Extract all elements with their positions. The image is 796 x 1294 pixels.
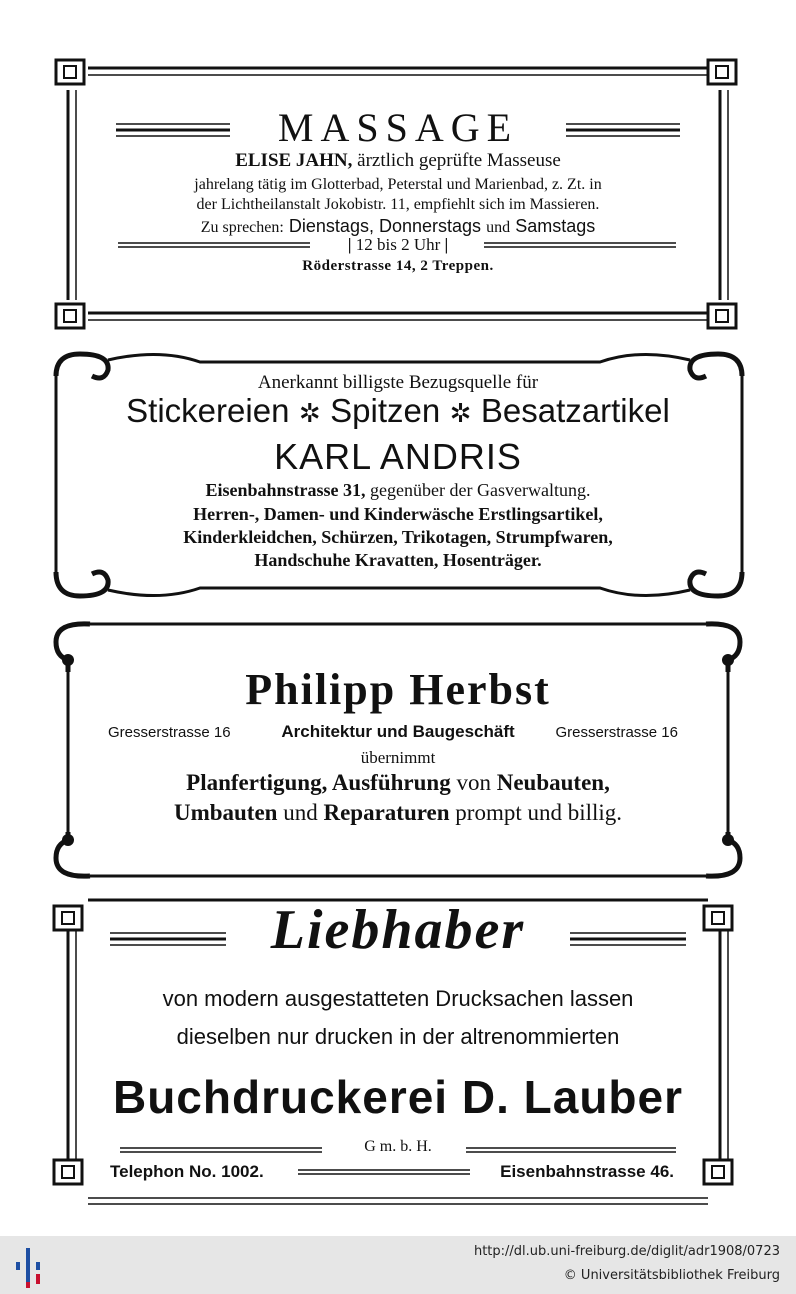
herbst-line-1: Planfertigung, Ausführung von Neubauten, xyxy=(186,770,610,795)
andris-intro: Anerkannt billigste Bezugsquelle für xyxy=(257,372,539,393)
corner-ornament xyxy=(54,1160,82,1184)
corner-ornament xyxy=(56,60,84,84)
massage-line-1 xyxy=(0,150,796,172)
ad-massage xyxy=(0,0,796,340)
massage-heading: MASSAGE xyxy=(277,105,519,150)
corner-ornament xyxy=(56,304,84,328)
scroll-ornament xyxy=(56,832,90,876)
scroll-ornament xyxy=(56,572,108,596)
copyright: © Universitätsbibliothek Freiburg xyxy=(563,1268,780,1283)
lauber-legal: G m. b. H. xyxy=(364,1138,432,1155)
herbst-business: Architektur und Baugeschäft xyxy=(281,722,515,741)
lauber-line-2: dieselben nur drucken in der altrenommierten xyxy=(176,1024,620,1049)
corner-ornament xyxy=(704,1160,732,1184)
herbst-line-2: Umbauten und Reparaturen prompt und billig. xyxy=(173,800,623,825)
lauber-line-1: von modern ausgestatteten Drucksachen lassen xyxy=(162,986,634,1011)
massage-hours: | 12 bis 2 Uhr | xyxy=(347,235,449,254)
andris-products: Stickereien ✲ Spitzen ✲ Besatzartikel xyxy=(126,392,670,429)
massage-line-3: der Lichtheilanstalt Jokobistr. 11, empfiehlt sich im Massieren. xyxy=(196,196,600,213)
ad-karl-andris xyxy=(0,340,796,610)
massage-line-4: Zu sprechen: Dienstags, Donnerstags und Samstags xyxy=(200,216,596,236)
permalink[interactable]: http://dl.ub.uni-freiburg.de/diglit/adr1908/0723 xyxy=(473,1244,780,1259)
andris-line-3: Handschuhe Kravatten, Hosenträger. xyxy=(254,550,542,570)
lauber-address: Eisenbahnstrasse 46. xyxy=(500,1162,674,1181)
andris-line-1: Herren-, Damen- und Kinderwäsche Erstlingsartikel, xyxy=(193,504,603,524)
corner-ornament xyxy=(708,304,736,328)
library-footer xyxy=(0,1236,796,1294)
ad-philipp-herbst xyxy=(0,612,796,888)
corner-ornament xyxy=(708,60,736,84)
masseuse-title: ärztlich geprüfte Masseuse xyxy=(357,150,561,171)
andris-name: KARL ANDRIS xyxy=(274,436,522,477)
herbst-street-right: Gresserstrasse 16 xyxy=(555,724,678,741)
herbst-name: Philipp Herbst xyxy=(245,665,551,714)
massage-line-2: jahrelang tätig im Glotterbad, Peterstal und Marienbad, z. Zt. in xyxy=(194,176,602,193)
andris-line-2: Kinderkleidchen, Schürzen, Trikotagen, Strumpfwaren, xyxy=(183,527,613,547)
andris-address: Eisenbahnstrasse 31, gegenüber der Gasverwaltung. xyxy=(205,480,591,500)
library-logo-icon xyxy=(12,1242,52,1290)
ad-buchdruckerei-lauber xyxy=(0,890,796,1230)
star-ornament-icon: ✲ xyxy=(298,398,321,428)
masseuse-name: ELISE JAHN, xyxy=(235,150,353,171)
lauber-phone: Telephon No. 1002. xyxy=(110,1162,264,1181)
lauber-heading: Liebhaber xyxy=(270,899,526,961)
herbst-street-left: Gresserstrasse 16 xyxy=(108,724,231,741)
scroll-ornament xyxy=(706,832,740,876)
herbst-takes: übernimmt xyxy=(360,748,436,767)
scroll-ornament xyxy=(690,572,742,596)
lauber-company: Buchdruckerei D. Lauber xyxy=(112,1071,684,1123)
star-ornament-icon: ✲ xyxy=(449,398,472,428)
massage-address: Röderstrasse 14, 2 Treppen. xyxy=(302,258,494,274)
